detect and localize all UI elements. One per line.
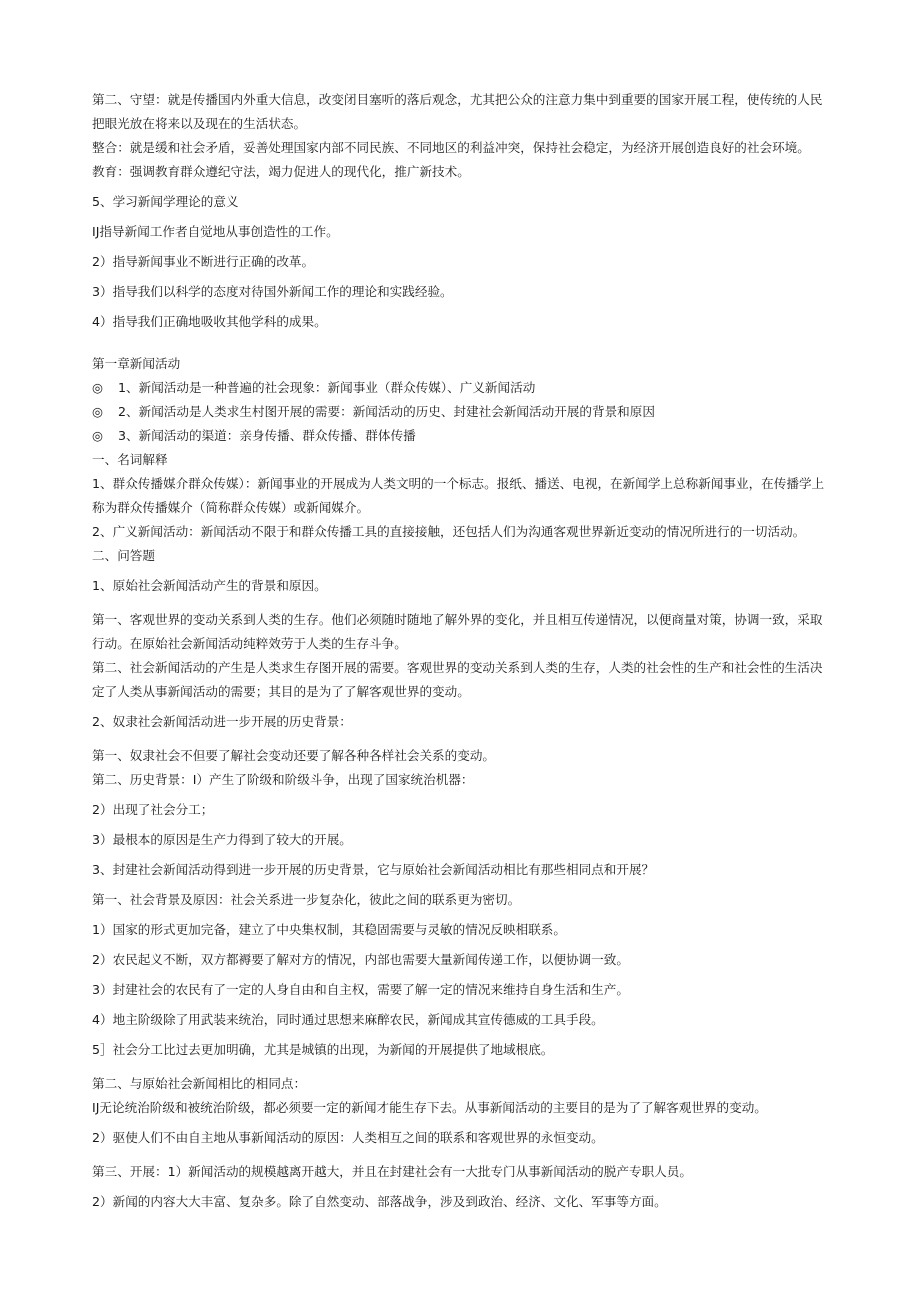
list-item: 3）封建社会的农民有了一定的人身自由和自主权，需要了解一定的情况来维持自身生活和生产。 (92, 982, 629, 997)
document-page (92, 88, 832, 1214)
list-item: 4）地主阶级除了用武装来统治，同时通过思想来麻醉农民，新闻成其宣传德威的工具手段。 (92, 1012, 604, 1027)
list-item: 4）指导我们正确地吸收其他学科的成果。 (92, 314, 327, 329)
section-heading: 5、学习新闻学理论的意义 (92, 194, 239, 209)
paragraph: 第二、守望：就是传播国内外重大信息，改变闭目塞听的落后观念，尤其把公众的注意力集中到重要的国家开展工程，使传统的人民把眼光放在将来以及现在的生活状态。 (92, 92, 823, 131)
section-heading: 二、问答题 (92, 548, 155, 563)
paragraph: 第二、与原始社会新闻相比的相同点： (92, 1076, 307, 1091)
bullet-text: 3、新闻活动的渠道：亲身传播、群众传播、群体传播 (118, 428, 416, 443)
list-item: 2）出现了社会分工； (92, 802, 214, 817)
paragraph: 第一、客观世界的变动关系到人类的生存。他们必须随时随地了解外界的变化，并且相互传递情况，以便商量对策，协调一致，采取行动。在原始社会新闻活动纯粹效劳于人类的生存斗争。 (92, 612, 823, 651)
paragraph: 2、广义新闻活动：新闻活动不限于和群众传播工具的直接接触，还包括人们为沟通客观世界新近变动的情况所进行的一切活动。 (92, 524, 806, 539)
question: 1、原始社会新闻活动产生的背景和原因。 (92, 578, 327, 593)
paragraph: 第一、社会背景及原因：社会关系进一步复杂化，彼此之间的联系更为密切。 (92, 892, 521, 907)
paragraph: 教育：强调教育群众遵纪守法，竭力促进人的现代化，推广新技术。 (92, 164, 470, 179)
list-item: 3）最根本的原因是生产力得到了较大的开展。 (92, 832, 352, 847)
paragraph: 整合：就是缓和社会矛盾，妥善处理国家内部不同民族、不同地区的利益冲突，保持社会稳定，为经济开展创造良好的社会环境。 (92, 140, 810, 155)
bullet-icon: ◎ (92, 428, 103, 443)
section-heading: 一、名词解释 (92, 452, 168, 467)
list-item: IJ无论统治阶级和被统治阶级，都必须要一定的新闻才能生存下去。从事新闻活动的主要目的是为了了解客观世界的变动。 (92, 1100, 767, 1115)
bullet-icon: ◎ (92, 380, 103, 395)
list-item: 1）国家的形式更加完备，建立了中央集权制，其稳固需要与灵敏的情况反映相联系。 (92, 922, 566, 937)
list-item: 2）驱使人们不由自主地从事新闻活动的原因：人类相互之间的联系和客观世界的永恒变动。 (92, 1130, 604, 1145)
question: 3、封建社会新闻活动得到进一步开展的历史背景，它与原始社会新闻活动相比有那些相同点和开展？ (92, 862, 655, 877)
paragraph: 1、群众传播媒介群众传媒）：新闻事业的开展成为人类文明的一个标志。报纸、播送、电视，在新闻学上总称新闻事业，在传播学上称为群众传播媒介（简称群众传媒）或新闻媒介。 (92, 476, 825, 515)
list-item: IJ指导新闻工作者自觉地从事创造性的工作。 (92, 224, 339, 239)
list-item: 2）农民起义不断，双方都褥要了解对方的情况，内部也需要大量新闻传递工作，以便协调一致。 (92, 952, 629, 967)
paragraph: 第一、奴隶社会不但要了解社会变动还要了解各种各样社会关系的变动。 (92, 748, 495, 763)
bullet-text: 1、新闻活动是一种普遍的社会现象：新闻事业（群众传媒）、广义新闻活动 (118, 380, 536, 395)
list-item: 2）新闻的内容大大丰富、复杂多。除了自然变动、部落战争，涉及到政治、经济、文化、军事等方面。 (92, 1194, 667, 1209)
bullet-item (92, 400, 832, 424)
bullet-icon: ◎ (92, 404, 103, 419)
paragraph: 第三、开展：1）新闻活动的规模越离开越大，并且在封建社会有一大批专门从事新闻活动的脱产专职人员。 (92, 1164, 692, 1179)
paragraph: 第二、历史背景：I）产生了阶级和阶级斗争，出现了国家统治机器： (92, 772, 474, 787)
bullet-item (92, 376, 832, 400)
list-item: 3）指导我们以科学的态度对待国外新闻工作的理论和实践经验。 (92, 284, 453, 299)
paragraph: 第二、社会新闻活动的产生是人类求生存图开展的需要。客观世界的变动关系到人类的生存，人类的社会性的生产和社会性的生活决定了人类从事新闻活动的需要；其目的是为了了解客观世界的变动。 (92, 660, 823, 699)
list-item: 5］社会分工比过去更加明确，尤其是城镇的出现，为新闻的开展提供了地域根底。 (92, 1042, 554, 1057)
list-item: 2）指导新闻事业不断进行正确的改革。 (92, 254, 315, 269)
bullet-item (92, 424, 832, 448)
question: 2、奴隶社会新闻活动进一步开展的历史背景： (92, 714, 352, 729)
bullet-text: 2、新闻活动是人类求生村图开展的需要：新闻活动的历史、封建社会新闻活动开展的背景和原因 (118, 404, 655, 419)
chapter-title: 第一章新闻活动 (92, 356, 181, 371)
